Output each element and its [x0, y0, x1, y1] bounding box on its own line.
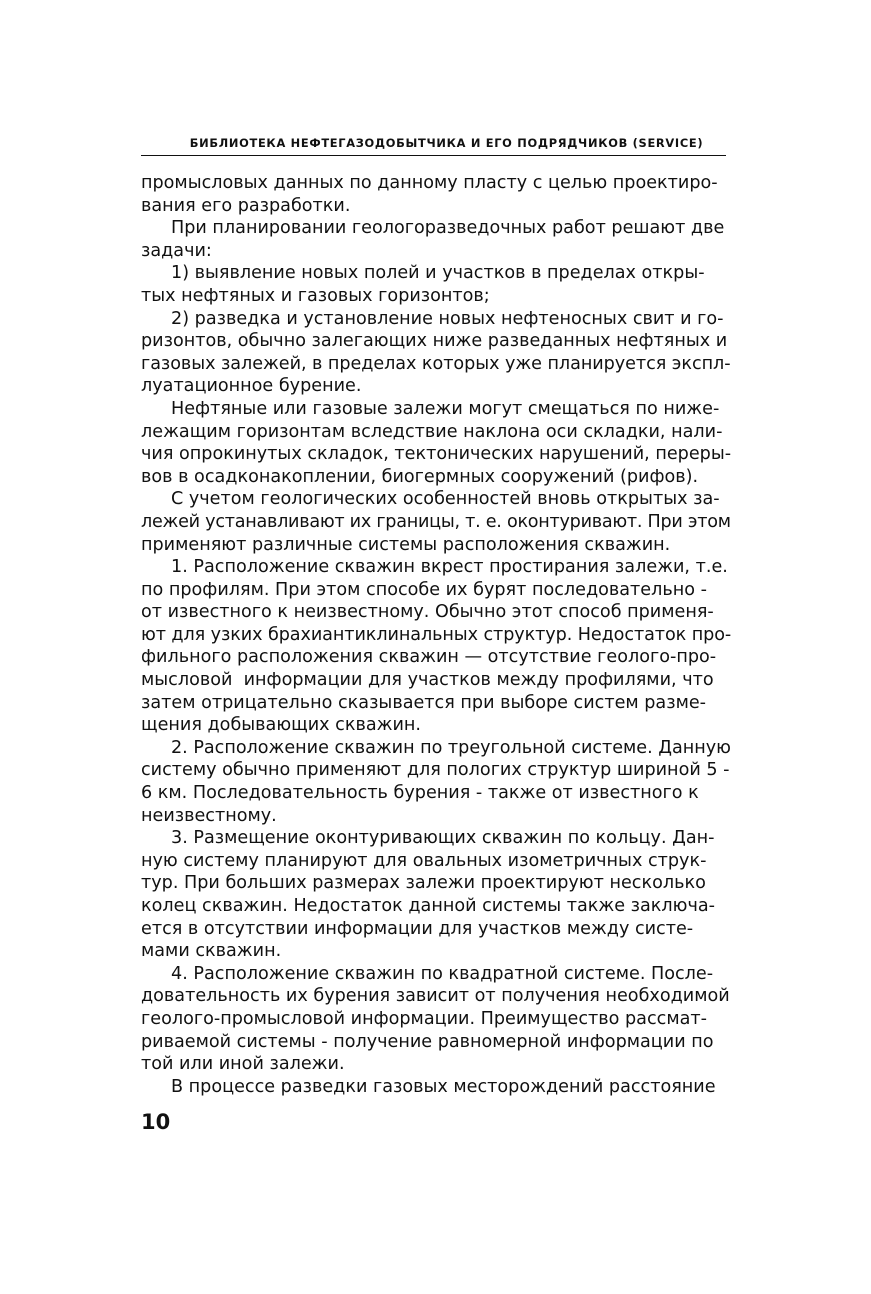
text-line: ную систему планируют для овальных изометричных струк-	[141, 850, 707, 871]
text-line: геолого-промысловой информации. Преимущество рассмат-	[141, 1008, 707, 1029]
text-line: ризонтов, обычно залегающих ниже разведанных нефтяных и	[141, 331, 728, 352]
text-line: 1. Расположение скважин вкрест простирания залежи, т.е.	[171, 557, 728, 578]
text-line: той или иной залежи.	[141, 1054, 345, 1075]
text-line: неизвестному.	[141, 805, 277, 826]
text-line: лежей устанавливают их границы, т. е. оконтуривают. При этом	[141, 511, 731, 532]
text-line: промысловых данных по данному пласту с целью проектиро-	[141, 173, 718, 193]
text-line: вания его разработки.	[141, 195, 351, 216]
text-line: от известного к неизвестному. Обычно этот способ применя-	[141, 602, 714, 623]
text-line: ется в отсутствии информации для участков между систе-	[141, 918, 694, 939]
text-line: щения добывающих скважин.	[141, 715, 421, 736]
text-line: Нефтяные или газовые залежи могут смещаться по ниже-	[171, 398, 720, 419]
text-line: тых нефтяных и газовых горизонтов;	[141, 285, 490, 306]
header-rule	[141, 155, 726, 156]
text-line: довательность их бурения зависит от получения необходимой	[141, 986, 730, 1007]
text-line: ют для узких брахиантиклинальных структур. Недостаток про-	[141, 624, 732, 645]
text-line: луатационное бурение.	[141, 376, 362, 397]
text-line: 2. Расположение скважин по треугольной системе. Данную	[171, 737, 731, 758]
text-line: колец скважин. Недостаток данной системы также заключа-	[141, 896, 715, 916]
text-line: 6 км. Последовательность бурения - также от известного к	[141, 783, 699, 804]
text-line: фильного расположения скважин — отсутствие геолого-про-	[141, 647, 717, 668]
text-line: тур. При больших размерах залежи проектируют несколько	[141, 873, 706, 894]
text-line: мами скважин.	[141, 941, 282, 962]
text-line: задачи:	[141, 240, 212, 261]
text-line: мысловой информации для участков между профилями, что	[141, 670, 714, 691]
text-line: 3. Размещение оконтуривающих скважин по кольцу. Дан-	[171, 828, 715, 849]
text-line: риваемой системы - получение равномерной информации по	[141, 1031, 714, 1052]
text-line: 1) выявление новых полей и участков в пределах откры-	[171, 263, 705, 284]
text-line: С учетом геологических особенностей вновь открытых за-	[171, 489, 720, 510]
text-line: лежащим горизонтам вследствие наклона оси складки, нали-	[141, 421, 723, 442]
text-line: чия опрокинутых складок, тектонических нарушений, переры-	[141, 444, 732, 465]
text-line: 2) разведка и установление новых нефтеносных свит и го-	[171, 308, 724, 329]
text-line: В процессе разведки газовых месторождений расстояние	[171, 1076, 716, 1097]
page-number: 10	[141, 1110, 171, 1134]
body-text	[141, 172, 731, 1098]
text-line: газовых залежей, в пределах которых уже планируется экспл-	[141, 353, 731, 374]
text-line: систему обычно применяют для пологих структур шириной 5 -	[141, 760, 730, 781]
text-line: по профилям. При этом способе их бурят последовательно -	[141, 579, 707, 600]
text-line: применяют различные системы расположения скважин.	[141, 534, 671, 555]
text-line: вов в осадконакоплении, биогермных сооружений (рифов).	[141, 466, 699, 487]
running-head-title: БИБЛИОТЕКА НЕФТЕГАЗОДОБЫТЧИКА И ЕГО ПОДРЯДЧИКОВ (SERVICE)	[189, 136, 704, 150]
text-line: При планировании геологоразведочных работ решают две	[171, 218, 725, 239]
text-line: затем отрицательно сказывается при выборе систем разме-	[141, 692, 707, 713]
text-line: 4. Расположение скважин по квадратной системе. После-	[171, 963, 714, 984]
